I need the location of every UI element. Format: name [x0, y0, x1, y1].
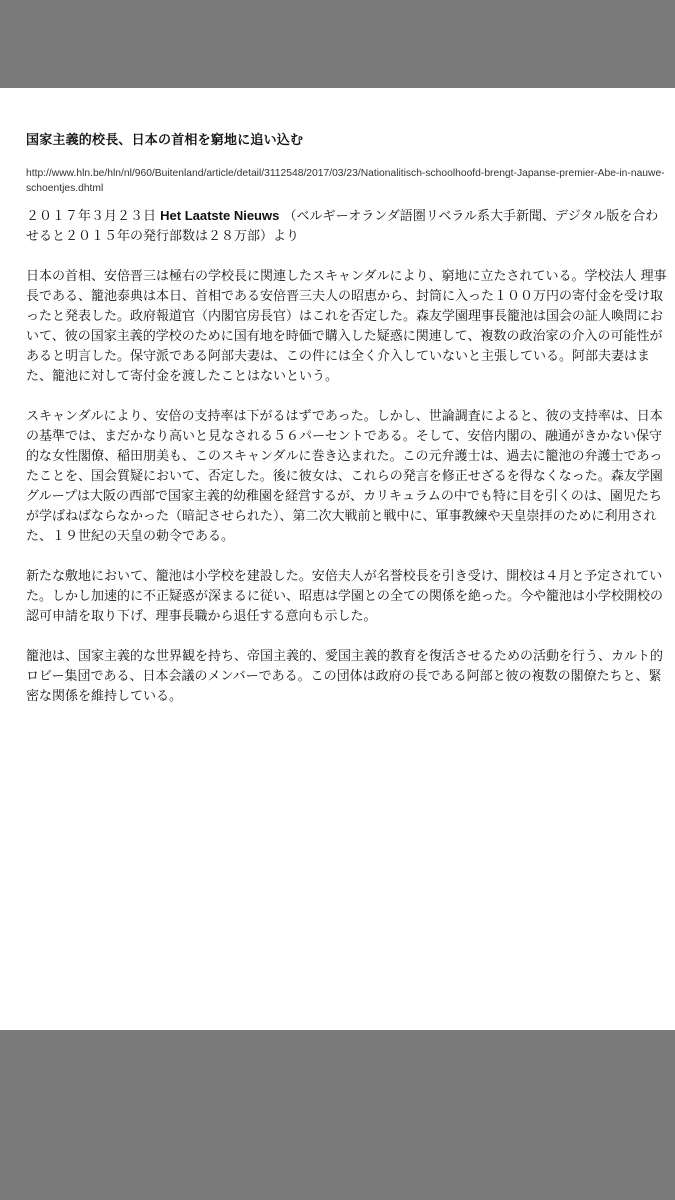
article-title: 国家主義的校長、日本の首相を窮地に追い込む — [26, 133, 304, 148]
paragraph-3: 新たな敷地において、籠池は小学校を建設した。安倍夫人が名誉校長を引き受け、開校は４月と予定されていた。しかし加速的に不正疑惑が深まるに従い、昭恵は学園との全ての関係を絶った。今や籠池は小学校開校の認可申請を取り下げ、理事長職から退任する意向も示した。 — [26, 569, 664, 624]
paragraph-4: 籠池は、国家主義的な世界観を持ち、帝国主義的、愛国主義的教育を復活させるための活動を行う、カルト的ロビー集団である、日本会議のメンバーである。この団体は政府の長である阿部と彼の複数の閣僚たちと、緊密な関係を維持している。 — [26, 649, 664, 704]
paragraph-1: 日本の首相、安倍晋三は極右の学校長に関連したスキャンダルにより、窮地に立たされている。学校法人 理事長である、籠池泰典は本日、首相である安倍晋三夫人の昭恵から、封筒に入った１００万円の寄付金を受け取ったと発表した。政府報道官（内閣官房長官）はこれを否定した。森友学園理事長籠池は国会の証人喚問において、彼の国家主義的学校のために国有地を時価で購入した疑惑に関連して、複数の政治家の介入の可能性があると明言した。保守派である阿部夫妻は、この件には全く介入していないと主張している。阿部夫妻はまた、籠池に対して寄付金を渡したことはないという。 — [26, 269, 667, 384]
source-url[interactable]: http://www.hln.be/hln/nl/960/Buitenland/article/detail/3112548/2017/03/23/Nationalitisch-schoolhoofd-brengt-Japanse-premier-Abe-in-nauwe-schoentjes.dhtml — [26, 168, 665, 194]
paragraph-2: スキャンダルにより、安倍の支持率は下がるはずであった。しかし、世論調査によると、彼の支持率は、日本の基準では、まだかなり高いと見なされる５６パーセントである。そして、安倍内閣の、融通がきかない保守的な女性閣僚、稲田朋美も、このスキャンダルに巻き込まれた。この元弁護士は、過去に籠池の弁護士であったことを、国会質疑において、否定した。後に彼女は、これらの発言を修正せざるを得なくなった。森友学園グループは大阪の西部で国家主義的幼稚園を経営するが、カリキュラムの中でも特に目を引くのは、園児たちが学ばねばならなかった（暗記させられた）、第二次大戦前と戦中に、軍事教練や天皇崇拝のために利用された、１９世紀の天皇の勅令である。 — [26, 409, 663, 544]
article-body — [26, 132, 668, 720]
byline-publication: Het Laatste Nieuws — [160, 208, 280, 223]
byline-date: ２０１７年３月２３日 — [26, 209, 161, 224]
document-page — [0, 88, 675, 1030]
byline — [26, 206, 668, 247]
byline-note: （ベルギーオランダ語圏リベラル系大手新聞、デジタル版を合わせると２０１５年の発行部数は２８万部）より — [26, 209, 659, 244]
